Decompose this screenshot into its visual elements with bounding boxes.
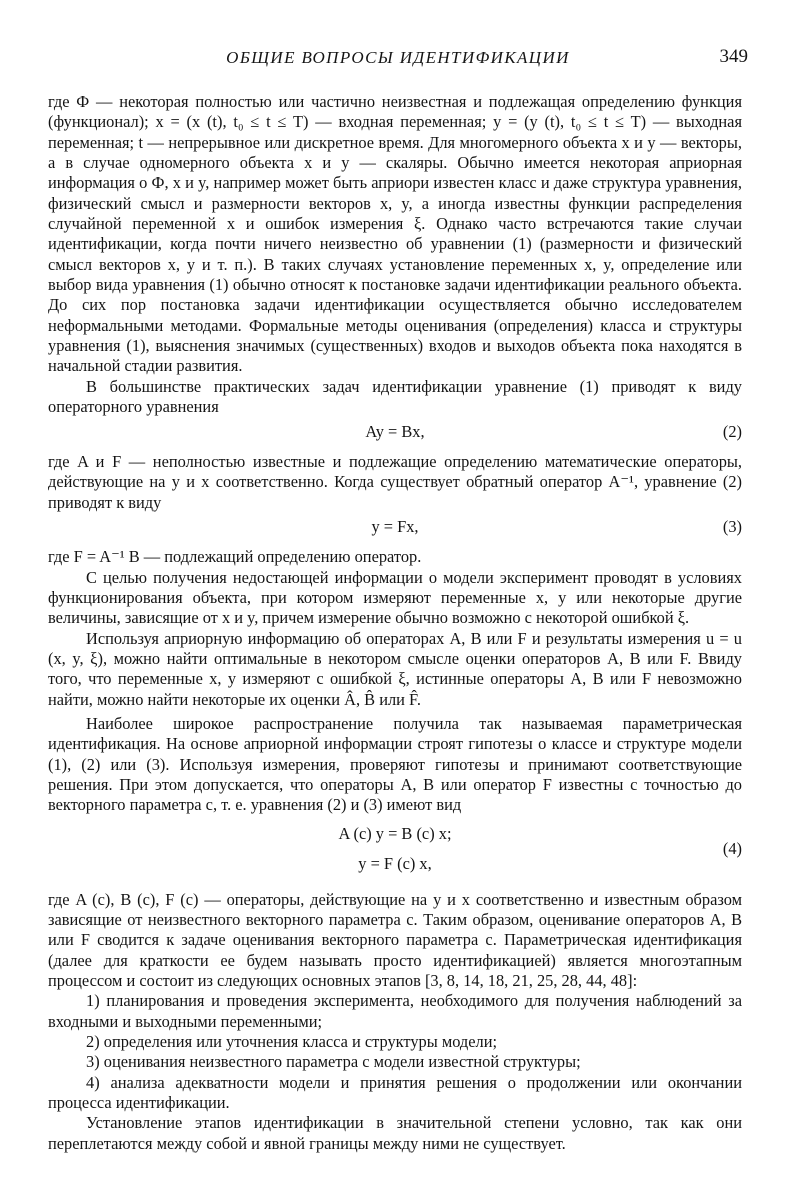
paragraph-7: Наиболее широкое распространение получила так называемая параметрическая идентификация. На основе априорной информации строят гипотезы о классе и структуре модели (1), (2) или (3). Используя измерения, проверяют гипотезы и принимают соответствующие решения. При этом допускается, что операторы A, B или оператор F известны с точностью до векторного параметра c, т. е. уравнения (2) и (3) имеют вид xyxy=(48,713,742,815)
paragraph-6: Используя априорную информацию об операторах A, B или F и результаты измерения u = u (x, y, ξ), можно найти оптимальные в некотором смысле оценки операторов A, B или F. Ввиду того, что переменные x, y измеряют с ошибкой ξ, истинные операторы A, B или F невозможно найти, можно найти некоторые их оценки Â, B̂ или F̂. xyxy=(48,628,742,709)
paragraph-2: В большинстве практических задач идентификации уравнение (1) приводят к виду операторного уравнения xyxy=(48,376,742,417)
equation-4 xyxy=(48,824,742,880)
paragraph-9: Установление этапов идентификации в значительной степени условно, так как они переплетаются между собой и явной границы между ними не существует. xyxy=(48,1113,742,1153)
stage-list-item-2: 2) определения или уточнения класса и структуры модели; xyxy=(86,1032,498,1052)
running-title: ОБЩИЕ ВОПРОСЫ ИДЕНТИФИКАЦИИ xyxy=(226,48,570,67)
paragraph-8: где A (c), B (c), F (c) — операторы, действующие на y и x соответственно и известным образом зависящие от неизвестного векторного параметра c. Таким образом, оценивание операторов A, B или F сводится к задаче оценивания векторного параметра c. Параметрическая идентификация (далее для краткости ее будем называть просто идентификацией) является многоэтапным процессом и состоит из следующих основных этапов [3, 8, 14, 18, 21, 25, 28, 44, 48]: xyxy=(48,889,742,991)
page-body xyxy=(48,92,742,1154)
equation-2 xyxy=(48,422,742,442)
stage-list-item-3: 3) оценивания неизвестного параметра c модели известной структуры; xyxy=(86,1052,581,1072)
page-header xyxy=(48,44,748,72)
paragraph-4: где F = A⁻¹ B — подлежащий определению оператор. xyxy=(48,547,422,567)
equation-2-expression: Ay = Bx, xyxy=(365,421,425,441)
paragraph-3: где A и F — неполностью известные и подлежащие определению математические операторы, действующие на y и x соответственно. Когда существует обратный оператор A⁻¹, уравнение (2) приводят к виду xyxy=(48,451,742,512)
equation-4-line-1: A (c) y = B (c) x; xyxy=(338,823,452,843)
equation-4-line-2: y = F (c) x, xyxy=(358,853,432,873)
equation-3 xyxy=(48,517,742,537)
equation-3-expression: y = Fx, xyxy=(371,516,419,536)
stage-list-item-1: 1) планирования и проведения эксперимента, необходимого для получения наблюдений за входными и выходными переменными; xyxy=(48,991,742,1031)
paragraph-5: С целью получения недостающей информации о модели эксперимент проводят в условиях функционирования объекта, при котором измеряют переменные x, y или некоторые другие величины, зависящие от x и y, причем измерение обычно возможно с некоторой ошибкой ξ. xyxy=(48,567,742,628)
equation-4-number: (4) xyxy=(722,838,742,858)
stage-list-item-4: 4) анализа адекватности модели и принятия решения о продолжении или окончании процесса идентификации. xyxy=(48,1072,742,1113)
equation-2-number: (2) xyxy=(722,421,742,441)
paragraph-1: где Ф — некоторая полностью или частично неизвестная и подлежащая определению функция (функционал); x = (x (t), t₀ ≤ t ≤ T) — входная переменная; y = (y (t), t₀ ≤ t ≤ T) — выходная переменная; t — непрерывное или дискретное время. Для многомерного объекта x и y — векторы, а в случае одномерного объекта x и y — скаляры. Обычно имеется некоторая априорная информация о Ф, x и y, например может быть априори известен класс и даже структура уравнения, физический смысл и размерности векторов x, y, а иногда известны функции распределения случайной переменной x и ошибок измерения ξ. Однако часто встречаются такие случаи идентификации, когда почти ничего неизвестно об уравнении (1) (размерности и физический смысл векторов x, y и т. п.). В таких случаях установление переменных x, y, определение или выбор вида уравнения (1) обычно относят к постановке задачи идентификации реального объекта. До сих пор постановка задачи идентификации осуществляется обычно исследователем неформальными методами. Формальные методы оценивания (определения) класса и структуры уравнения (1), выяснения значимых (существенных) входов и выходов объекта пока находятся в начальной стадии развития. xyxy=(48,92,742,376)
page-number: 349 xyxy=(719,46,748,67)
equation-3-number: (3) xyxy=(722,516,742,536)
